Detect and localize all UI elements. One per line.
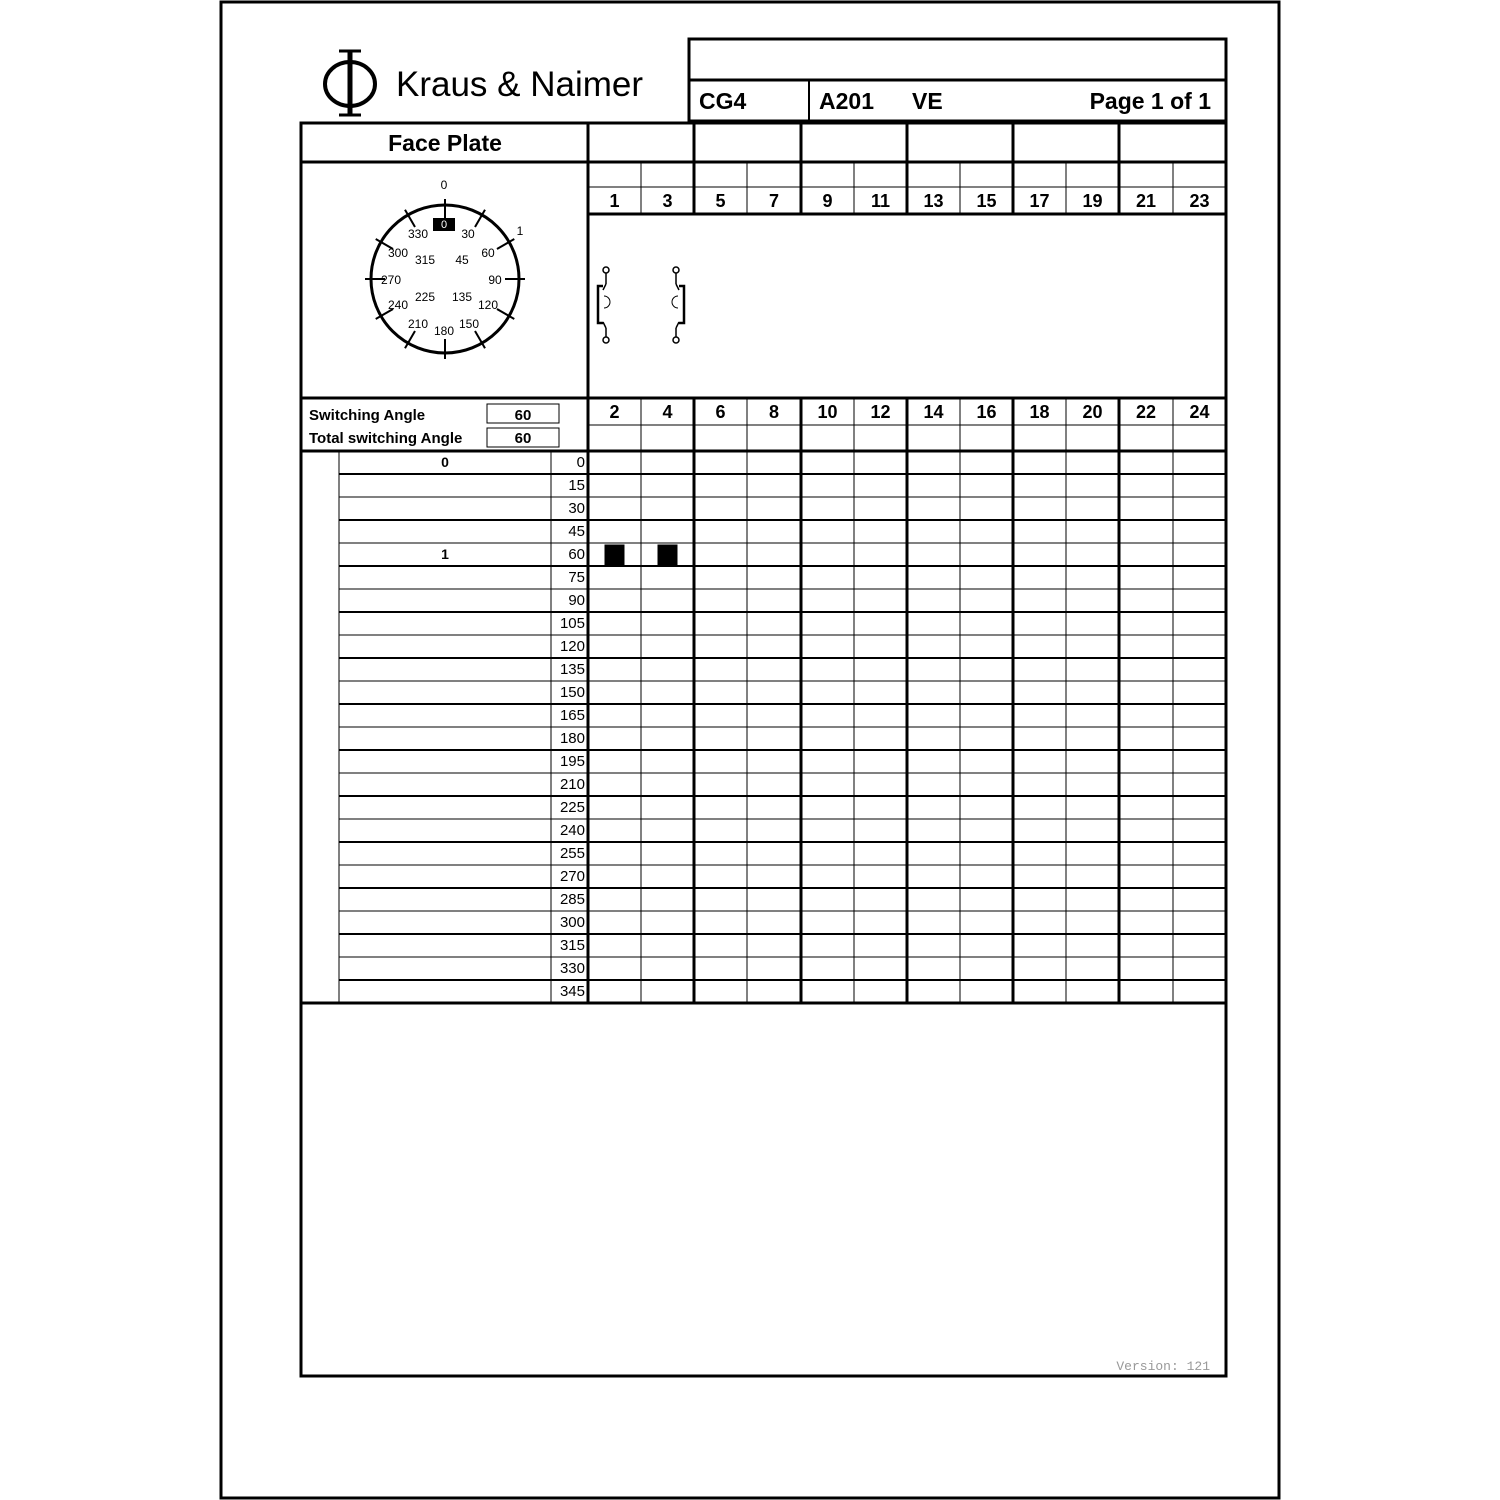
angle-label-345: 345: [559, 983, 585, 1000]
total-switching-angle-value: 60: [514, 430, 532, 447]
angle-label-30: 30: [568, 500, 585, 517]
terminal-top-21: 21: [1135, 191, 1157, 211]
dial-label-180: 180: [433, 324, 455, 338]
dial-icon: [365, 199, 525, 359]
title-block: [689, 39, 1226, 121]
angle-label-225: 225: [559, 799, 585, 816]
dial-outer-label-0: 0: [440, 178, 448, 192]
angle-label-90: 90: [568, 592, 585, 609]
dial-label-240: 240: [387, 298, 409, 312]
dial-label-270: 270: [380, 273, 402, 287]
angle-label-300: 300: [559, 914, 585, 931]
terminal-bottom-10: 10: [817, 402, 838, 422]
terminal-top-5: 5: [715, 191, 726, 211]
terminal-bottom-24: 24: [1189, 402, 1210, 422]
terminal-bottom-8: 8: [768, 402, 780, 422]
angle-label-240: 240: [559, 822, 585, 839]
angle-label-15: 15: [568, 477, 585, 494]
terminal-top-3: 3: [662, 191, 673, 211]
switching-angle-label: Switching Angle: [309, 407, 426, 424]
angle-label-120: 120: [559, 638, 585, 655]
angle-label-285: 285: [559, 891, 585, 908]
angle-label-315: 315: [559, 937, 585, 954]
terminal-bottom-16: 16: [976, 402, 997, 422]
angle-label-270: 270: [559, 868, 585, 885]
dial-label-150: 150: [458, 317, 480, 331]
switching-angle-value: 60: [514, 407, 532, 424]
angle-label-150: 150: [559, 684, 585, 701]
angle-label-0: 0: [576, 454, 585, 471]
logo-phi-icon: [325, 50, 375, 116]
angle-label-330: 330: [559, 960, 585, 977]
dial-label-45: 45: [455, 253, 469, 267]
terminal-bottom-6: 6: [715, 402, 726, 422]
dial-label-120: 120: [477, 298, 499, 312]
variant-code: VE: [912, 88, 943, 114]
position-label-1: 1: [441, 546, 449, 562]
terminal-bottom-20: 20: [1082, 402, 1103, 422]
dial-label-135: 135: [451, 290, 473, 304]
angle-label-210: 210: [559, 776, 585, 793]
terminal-bottom-2: 2: [609, 402, 620, 422]
dial-label-90: 90: [488, 273, 502, 287]
contact-grid: [339, 123, 1226, 1003]
dial-position-marker: [433, 218, 455, 231]
dial-outer-label-1: 1: [516, 224, 524, 238]
angle-label-75: 75: [568, 569, 585, 586]
angle-label-60: 60: [568, 546, 585, 563]
terminal-bottom-22: 22: [1135, 402, 1157, 422]
dial-label-315: 315: [414, 253, 436, 267]
terminal-top-17: 17: [1029, 191, 1050, 211]
terminal-bottom-12: 12: [870, 402, 891, 422]
angle-label-255: 255: [559, 845, 585, 862]
dial-label-330: 330: [407, 227, 429, 241]
terminal-top-15: 15: [976, 191, 997, 211]
terminal-top-1: 1: [609, 191, 620, 211]
dial-label-300: 300: [387, 246, 409, 260]
angle-label-105: 105: [559, 615, 585, 632]
contact-symbol-1-2-icon: [598, 267, 610, 343]
version-label: Version: 121: [1116, 1359, 1210, 1374]
terminal-bottom-4: 4: [662, 402, 673, 422]
total-switching-angle-label: Total switching Angle: [309, 430, 463, 447]
position-label-0: 0: [441, 454, 449, 470]
angle-label-135: 135: [559, 661, 585, 678]
terminal-top-11: 11: [870, 191, 891, 211]
angle-label-45: 45: [568, 523, 585, 540]
angle-label-180: 180: [559, 730, 585, 747]
closed-contact-mark-3-60: [658, 545, 678, 566]
terminal-bottom-14: 14: [923, 402, 944, 422]
terminal-top-9: 9: [822, 191, 833, 211]
dial-label-60: 60: [481, 246, 495, 260]
terminal-top-23: 23: [1189, 191, 1210, 211]
face-plate-title: Face Plate: [388, 130, 502, 156]
terminal-bottom-18: 18: [1029, 402, 1050, 422]
dial-label-0: 0: [440, 219, 448, 231]
closed-contact-mark-1-60: [605, 545, 625, 566]
contact-symbol-3-4-icon: [672, 267, 684, 343]
company-name: Kraus & Naimer: [396, 65, 644, 104]
angle-label-165: 165: [559, 707, 585, 724]
model-code: CG4: [699, 88, 747, 114]
terminal-top-19: 19: [1082, 191, 1103, 211]
dial-label-225: 225: [414, 290, 436, 304]
terminal-top-13: 13: [923, 191, 944, 211]
dial-label-30: 30: [461, 227, 475, 241]
article-code: A201: [819, 88, 874, 114]
terminal-top-7: 7: [768, 191, 780, 211]
angle-label-195: 195: [559, 753, 585, 770]
page-number: Page 1 of 1: [1089, 88, 1211, 114]
dial-label-210: 210: [407, 317, 429, 331]
